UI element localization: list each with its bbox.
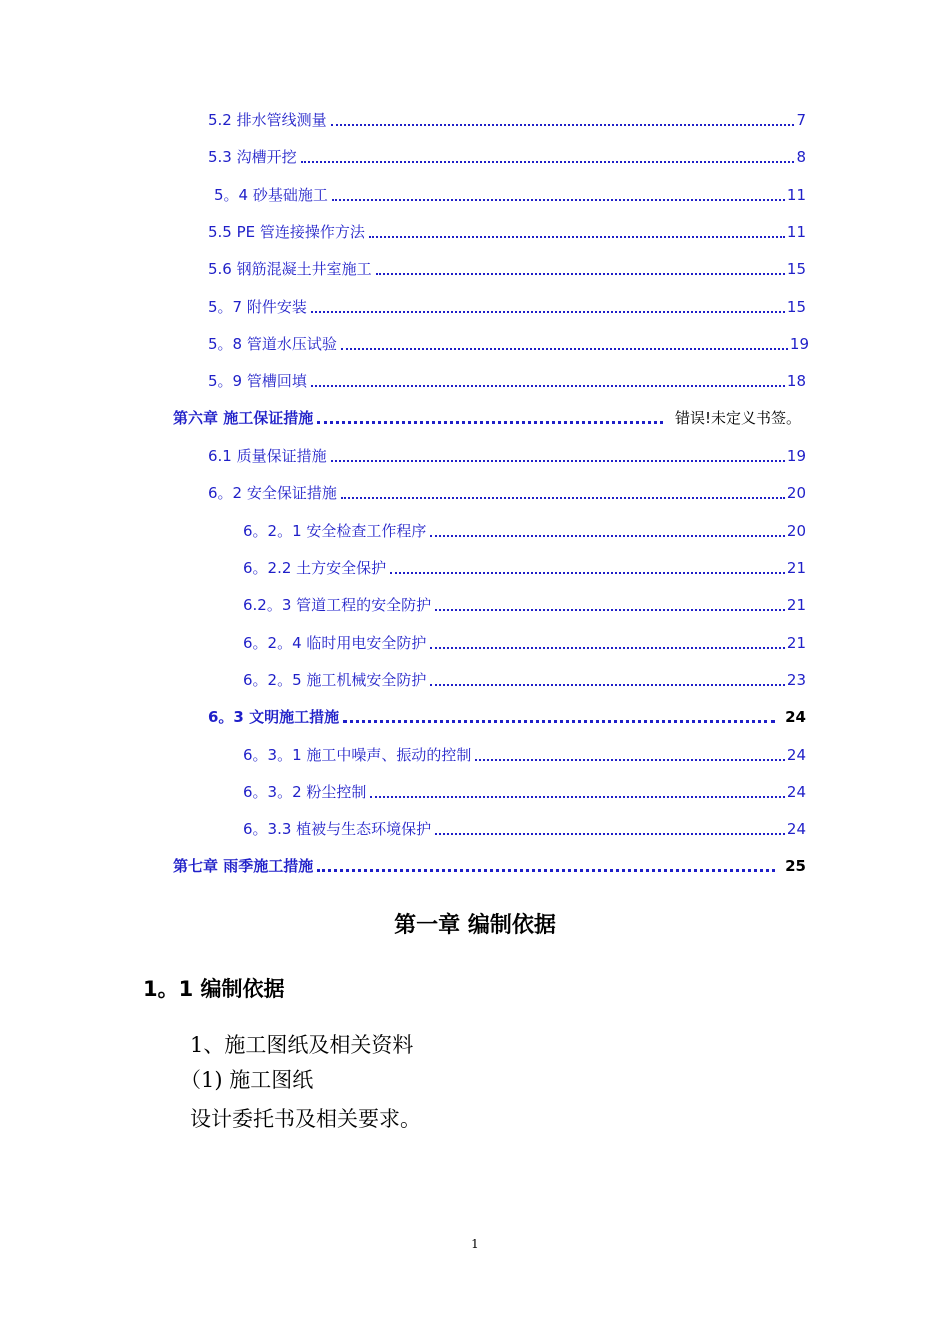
toc-entry-title: 6。3.3 植被与生态环境保护 — [243, 820, 432, 838]
dot-leader — [331, 460, 785, 462]
toc-entry-5-9[interactable] — [208, 367, 806, 391]
toc-entry-title: 第六章 施工保证措施 — [173, 409, 314, 427]
toc-entry-title: 6。3。2 粉尘控制 — [243, 783, 367, 801]
toc-entry-title: 第七章 雨季施工措施 — [173, 857, 314, 875]
toc-entry-title: 6。3 文明施工措施 — [208, 708, 340, 726]
dot-leader — [343, 720, 775, 723]
dot-leader — [317, 421, 663, 424]
toc-entry-title: 5.3 沟槽开挖 — [208, 148, 297, 166]
toc-entry-6-3-3[interactable] — [243, 815, 806, 839]
dot-leader — [430, 647, 785, 649]
body-line: 1、施工图纸及相关资料 — [190, 1033, 414, 1057]
toc-entry-page: 21 — [786, 596, 806, 614]
toc-entry-page: 8 — [796, 148, 806, 166]
toc-entry-page: 15 — [786, 260, 806, 278]
toc-entry-6-2-2[interactable] — [243, 554, 806, 578]
toc-entry-5-5[interactable] — [208, 218, 806, 242]
dot-leader — [370, 796, 785, 798]
toc-entry-title: 6。2。5 施工机械安全防护 — [243, 671, 427, 689]
toc-entry-title: 6.1 质量保证措施 — [208, 447, 327, 465]
dot-leader — [369, 236, 785, 238]
dot-leader — [430, 535, 785, 537]
toc-entry-6-1[interactable] — [208, 442, 806, 466]
toc-entry-page: 15 — [786, 298, 806, 316]
toc-entry-page: 23 — [786, 671, 806, 689]
dot-leader — [435, 609, 785, 611]
toc-entry-page: 24 — [786, 820, 806, 838]
toc-entry-5-7[interactable] — [208, 293, 806, 317]
dot-leader — [311, 311, 785, 313]
toc-entry-title: 5.2 排水管线测量 — [208, 111, 327, 129]
toc-entry-5-2[interactable] — [208, 106, 806, 130]
toc-entry-6-2-1[interactable] — [243, 517, 806, 541]
dot-leader — [317, 869, 775, 872]
dot-leader — [390, 572, 785, 574]
toc-entry-title: 5。9 管槽回填 — [208, 372, 307, 390]
dot-leader — [341, 348, 788, 350]
dot-leader — [341, 497, 785, 499]
toc-entry-5-8[interactable] — [208, 330, 809, 354]
toc-entry-page: 21 — [786, 634, 806, 652]
toc-entry-page: 19 — [789, 335, 809, 353]
toc-entry-6-2[interactable] — [208, 479, 806, 503]
toc-entry-page: 25 — [785, 857, 806, 875]
dot-leader — [475, 759, 785, 761]
toc-entry-chapter-7[interactable] — [173, 852, 806, 876]
toc-entry-title: 5.6 钢筋混凝土井室施工 — [208, 260, 372, 278]
toc-entry-title: 6。2.2 土方安全保护 — [243, 559, 387, 577]
dot-leader — [331, 124, 795, 126]
toc-entry-page: 11 — [786, 223, 806, 241]
toc-entry-6-2-4[interactable] — [243, 629, 806, 653]
toc-entry-page: 7 — [796, 111, 806, 129]
section-title: 1。1 编制依据 — [143, 977, 285, 1001]
chapter-title: 第一章 编制依据 — [394, 913, 556, 938]
toc-entry-page: 20 — [786, 484, 806, 502]
toc-entry-title: 5。8 管道水压试验 — [208, 335, 337, 353]
toc-entry-5-4[interactable] — [214, 181, 806, 205]
dot-leader — [311, 385, 785, 387]
dot-leader — [435, 833, 785, 835]
dot-leader — [332, 199, 785, 201]
dot-leader — [376, 273, 785, 275]
dot-leader — [430, 684, 785, 686]
dot-leader — [301, 161, 795, 163]
body-line: 设计委托书及相关要求。 — [190, 1107, 421, 1131]
toc-entry-title: 6。3。1 施工中噪声、振动的控制 — [243, 746, 472, 764]
toc-entry-page: 21 — [786, 559, 806, 577]
toc-entry-page: 19 — [786, 447, 806, 465]
toc-entry-page: 24 — [786, 783, 806, 801]
toc-entry-title: 6。2。4 临时用电安全防护 — [243, 634, 427, 652]
toc-entry-page: 24 — [786, 746, 806, 764]
toc-entry-6-3[interactable] — [208, 703, 806, 727]
toc-entry-title: 5。7 附件安装 — [208, 298, 307, 316]
toc-entry-6-2-5[interactable] — [243, 666, 806, 690]
toc-entry-title: 6.2。3 管道工程的安全防护 — [243, 596, 432, 614]
toc-entry-page-error: 错误!未定义书签。 — [674, 409, 801, 427]
toc-entry-title: 5.5 PE 管连接操作方法 — [208, 223, 365, 241]
toc-entry-6-3-2[interactable] — [243, 778, 806, 802]
toc-entry-5-6[interactable] — [208, 255, 806, 279]
toc-entry-page: 11 — [786, 186, 806, 204]
toc-entry-title: 6。2 安全保证措施 — [208, 484, 337, 502]
toc-entry-6-3-1[interactable] — [243, 741, 806, 765]
toc-entry-5-3[interactable] — [208, 143, 806, 167]
toc-entry-page: 20 — [786, 522, 806, 540]
body-line: （1) 施工图纸 — [180, 1068, 314, 1092]
toc-entry-chapter-6[interactable] — [173, 404, 801, 428]
toc-entry-title: 5。4 砂基础施工 — [214, 186, 328, 204]
page-number: 1 — [471, 1237, 479, 1251]
toc-entry-page: 18 — [786, 372, 806, 390]
toc-entry-title: 6。2。1 安全检查工作程序 — [243, 522, 427, 540]
toc-entry-6-2-3[interactable] — [243, 591, 806, 615]
toc-entry-page: 24 — [785, 708, 806, 726]
